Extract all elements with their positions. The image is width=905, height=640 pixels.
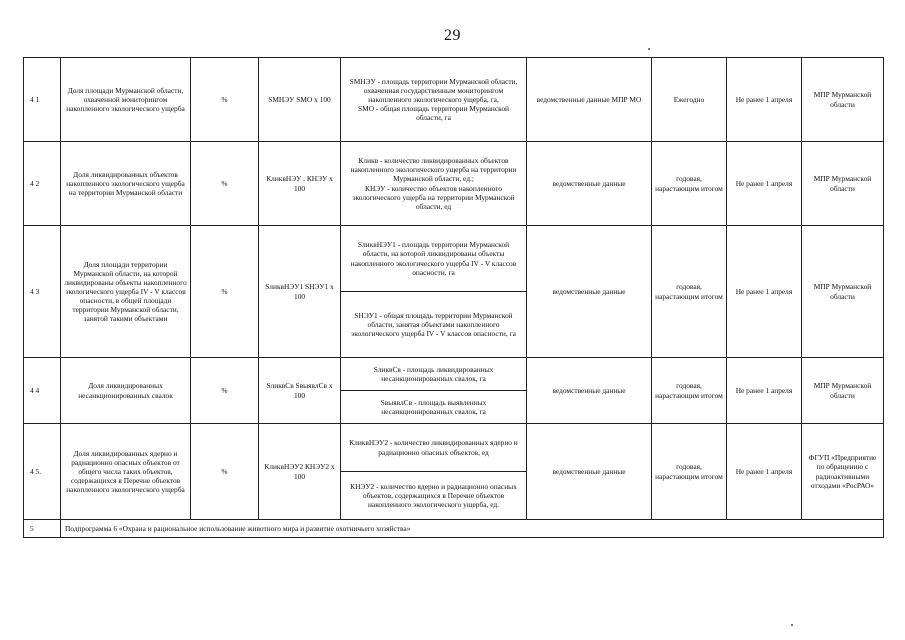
indicator-name: Доля площади территории Мурманской области, на которой ликвидированы объекты накопленного экологического ущерба IV - V классов опасности, в общей площади территории Мурманской области, занятой такими объектами bbox=[61, 226, 191, 358]
formula-definition: SМНЭУ - площадь территории Мурманской области, охваченная государственным мониторингом накопленного экологического ущерба, га, SМО - общая площадь территории Мурманской области, га bbox=[341, 58, 527, 142]
periodicity: годовая, нарастающим итогом bbox=[652, 142, 727, 226]
unit: % bbox=[191, 226, 259, 358]
formula-definition: SвыявлСв - площадь выявленных несанкционированных свалок, га bbox=[341, 391, 527, 424]
formula-definition: Кликв - количество ликвидированных объектов накопленного экологического ущерба на территории Мурманской области, ед.; КНЭУ - количество объектов накопленного экологического ущерба на территории Мурманской области, ед bbox=[341, 142, 527, 226]
periodicity: годовая, нарастающим итогом bbox=[652, 424, 727, 520]
formula: КликвНЭУ . КНЭУ х 100 bbox=[259, 142, 341, 226]
deadline: Не ранее 1 апреля bbox=[727, 358, 802, 424]
subprogram-row bbox=[24, 520, 884, 538]
formula: SликвНЭУ1 SНЭУ1 х 100 bbox=[259, 226, 341, 358]
responsible: МПР Мурманской области bbox=[802, 142, 884, 226]
table-row bbox=[24, 358, 884, 391]
table-row bbox=[24, 58, 884, 142]
deadline: Не ранее 1 апреля bbox=[727, 58, 802, 142]
unit: % bbox=[191, 142, 259, 226]
formula-definition: SликвСв - площадь ликвидированных несанкционированных свалок, га bbox=[341, 358, 527, 391]
responsible: ФГУП «Предприятие по обращению с радиоактивными отходами «РосРАО» bbox=[802, 424, 884, 520]
responsible: МПР Мурманской области bbox=[802, 58, 884, 142]
page-number: 29 bbox=[444, 27, 461, 44]
unit: % bbox=[191, 424, 259, 520]
scan-speck bbox=[648, 48, 650, 50]
subprogram-title: Подпрограмма 6 «Охрана и рациональное использование животного мира и развитие охотничьего хозяйства» bbox=[61, 520, 884, 538]
indicator-name: Доля ликвидированных ядерно и радиационно опасных объектов от общего числа таких объектов, содержащихся в Перечне объектов накопленного экологического ущерба bbox=[61, 424, 191, 520]
periodicity: годовая, нарастающим итогом bbox=[652, 358, 727, 424]
indicators-table bbox=[23, 57, 884, 538]
data-source: ведомственные данные bbox=[527, 358, 652, 424]
indicator-name: Доля площади Мурманской области, охваченной мониторингом накопленного экологического ущерба bbox=[61, 58, 191, 142]
indicator-name: Доля ликвидированных несанкционированных свалок bbox=[61, 358, 191, 424]
periodicity: годовая, нарастающим итогом bbox=[652, 226, 727, 358]
row-number: 4 5. bbox=[24, 424, 61, 520]
formula-definition: КликвНЭУ2 - количество ликвидированных ядерно и радиационно опасных объектов, ед bbox=[341, 424, 527, 472]
indicator-name: Доля ликвидированных объектов накопленного экологического ущерба на территории Мурманской области bbox=[61, 142, 191, 226]
formula-definition: SликвНЭУ1 - площадь территории Мурманской области, на которой ликвидированы объекты накопленного экологического ущерба IV - V классов опасности, га bbox=[341, 226, 527, 292]
periodicity: Ежегодно bbox=[652, 58, 727, 142]
row-number: 4 2 bbox=[24, 142, 61, 226]
formula: КликвНЭУ2 КНЭУ2 х 100 bbox=[259, 424, 341, 520]
formula-definition: SНЭУ1 - общая площадь территории Мурманской области, занятая объектами накопленного экологического ущерба IV - V классов опасности, га bbox=[341, 292, 527, 358]
formula: SМНЭУ SМО х 100 bbox=[259, 58, 341, 142]
row-number: 4 4 bbox=[24, 358, 61, 424]
deadline: Не ранее 1 апреля bbox=[727, 142, 802, 226]
data-source: ведомственные данные bbox=[527, 226, 652, 358]
deadline: Не ранее 1 апреля bbox=[727, 424, 802, 520]
data-source: ведомственные данные bbox=[527, 424, 652, 520]
scan-speck bbox=[791, 624, 793, 626]
deadline: Не ранее 1 апреля bbox=[727, 226, 802, 358]
subprogram-number: 5 bbox=[24, 520, 61, 538]
data-source: ведомственные данные bbox=[527, 142, 652, 226]
table-row bbox=[24, 226, 884, 292]
responsible: МПР Мурманской области bbox=[802, 226, 884, 358]
formula-definition: КНЭУ2 - количество ядерно и радиационно опасных объектов, содержащихся в Перечне объектов накопленного экологического ущерба, ед. bbox=[341, 472, 527, 520]
table-row bbox=[24, 142, 884, 226]
responsible: МПР Мурманской области bbox=[802, 358, 884, 424]
unit: % bbox=[191, 58, 259, 142]
unit: % bbox=[191, 358, 259, 424]
row-number: 4 3 bbox=[24, 226, 61, 358]
table-row bbox=[24, 424, 884, 472]
formula: SликвСв SвыявлСв х 100 bbox=[259, 358, 341, 424]
data-source: ведомственные данные МПР МО bbox=[527, 58, 652, 142]
row-number: 4 1 bbox=[24, 58, 61, 142]
